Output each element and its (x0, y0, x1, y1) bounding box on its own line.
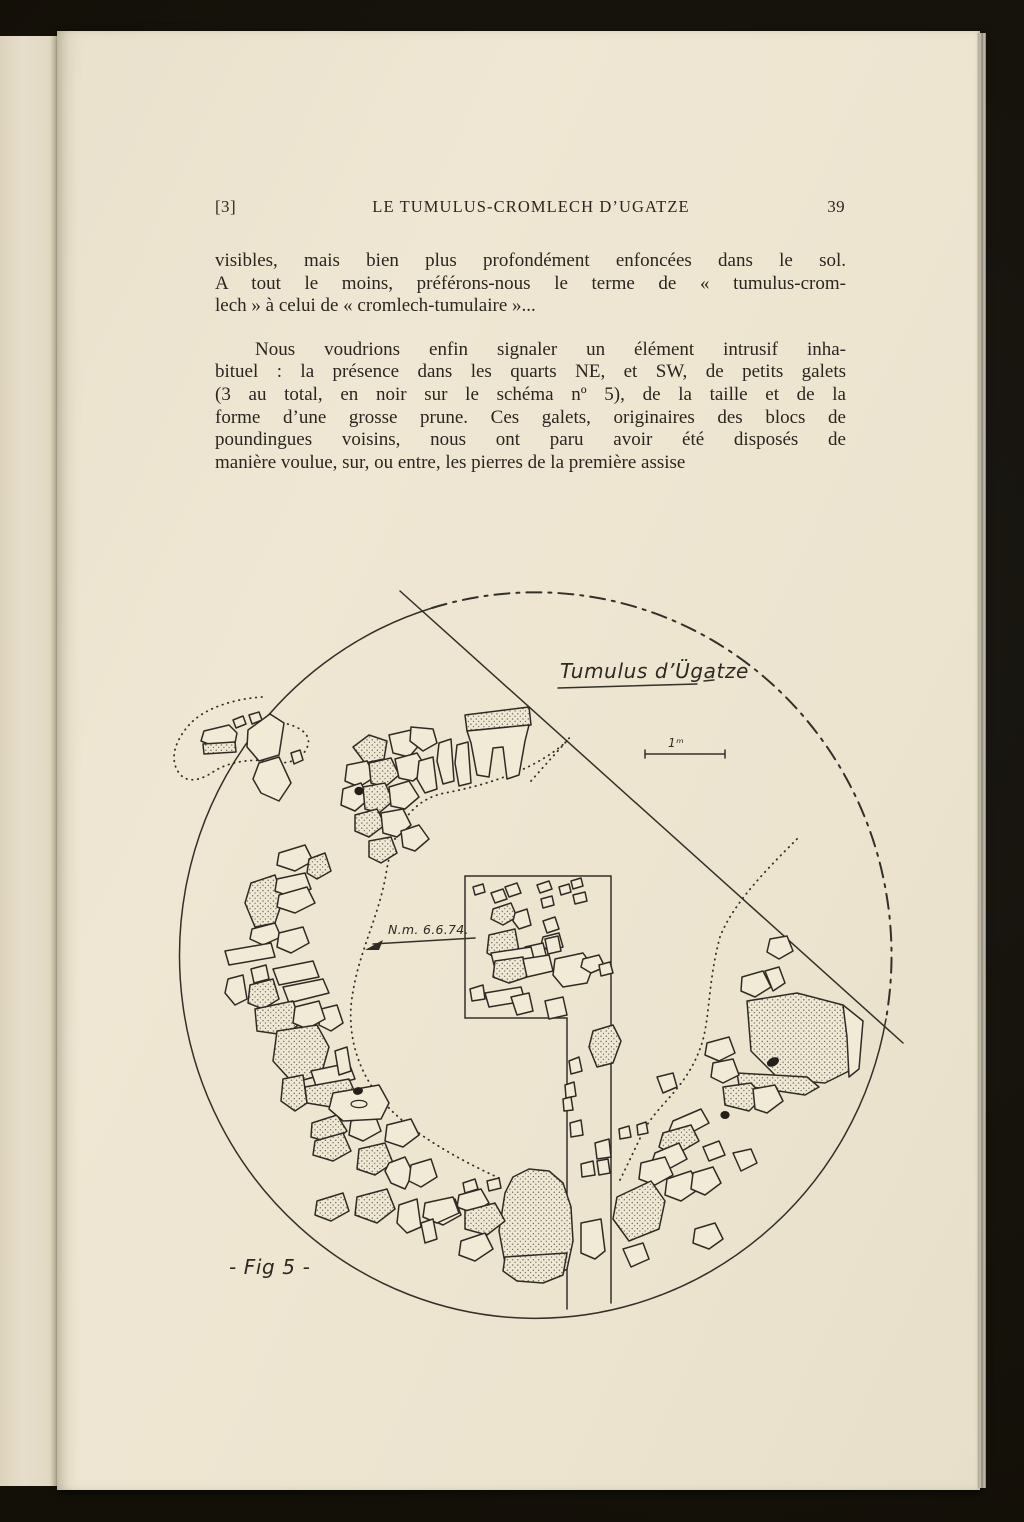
stone (401, 825, 429, 851)
paragraph (215, 250, 846, 318)
stone (277, 927, 309, 953)
text-line: visibles, mais bien plus profondément enfoncées dans le sol. (215, 250, 846, 271)
stone (493, 957, 527, 983)
stone (545, 936, 561, 954)
stone (409, 1159, 437, 1187)
stone (571, 878, 583, 889)
stone (537, 881, 552, 893)
stone (619, 1126, 631, 1139)
stone (253, 757, 291, 801)
stone (563, 1097, 573, 1111)
north-date-label: N.m. 6.6.74. (388, 922, 469, 937)
stone (541, 896, 554, 908)
stone (559, 884, 571, 895)
stone (581, 1219, 605, 1259)
body-text (215, 250, 846, 495)
stone (711, 1059, 739, 1083)
stone (455, 742, 471, 786)
text-line: bituel : la présence dans les quarts NE, et SW, de petits galets (215, 361, 846, 383)
stone (503, 1253, 567, 1283)
stone (523, 955, 553, 977)
figure-title-label: Tumulus d’Ügatze (560, 659, 749, 683)
stone (225, 943, 275, 965)
stone (545, 997, 567, 1019)
text-line: forme d’une grosse prune. Ces galets, originaires des blocs de (215, 406, 846, 428)
stone (565, 1082, 576, 1098)
stone (569, 1057, 582, 1074)
north-arrow-head (365, 940, 383, 950)
stone (225, 975, 247, 1005)
stone (473, 884, 485, 895)
inner-boundary-dotted (174, 697, 308, 780)
inner-boundary-dotted (531, 736, 571, 781)
book-page (57, 31, 980, 1490)
stone (467, 725, 529, 779)
stone (291, 750, 303, 764)
stone (573, 892, 587, 904)
stone (459, 1233, 493, 1261)
text-line: poundingues voisins, nous ont paru avoir été disposés de (215, 429, 846, 451)
stone (543, 917, 559, 933)
stone (385, 1119, 419, 1147)
stone (747, 993, 855, 1083)
stone (315, 1193, 349, 1221)
stone (767, 936, 793, 959)
running-header (215, 195, 847, 221)
section-marker: [3] (215, 197, 237, 216)
page-edge-stack (977, 33, 986, 1488)
stone (595, 1139, 611, 1159)
stone (623, 1243, 649, 1267)
stone (470, 985, 485, 1001)
stone (691, 1167, 721, 1195)
plan-line (373, 938, 475, 944)
black-pebble (720, 1111, 729, 1119)
stone (705, 1037, 735, 1061)
stone (703, 1141, 725, 1161)
stone (733, 1149, 757, 1171)
stone (637, 1122, 648, 1135)
stone (597, 1159, 610, 1175)
stone (203, 742, 236, 754)
stone (437, 739, 454, 784)
stone (570, 1120, 583, 1137)
stone (657, 1073, 677, 1093)
figure-5 (150, 543, 932, 1325)
facing-page-edge (0, 36, 58, 1486)
figure-drawing (174, 591, 903, 1318)
text-line: Nous voudrions enfin signaler un élément intrusif inha- (255, 338, 846, 360)
stone (369, 837, 397, 863)
stone (581, 1161, 595, 1177)
stone (355, 1189, 395, 1223)
stone (487, 1178, 501, 1191)
text-line: (3 au total, en noir sur le schéma nº 5), de la taille et de la (215, 383, 846, 405)
stone (613, 1181, 665, 1241)
scale-bar-label: 1ᵐ (668, 736, 685, 750)
stone (589, 1025, 621, 1067)
page-number: 39 (827, 197, 845, 216)
stone (511, 993, 533, 1015)
stone (389, 781, 419, 809)
stone-hollow (351, 1100, 367, 1107)
stone (353, 735, 387, 763)
plan-line (645, 750, 725, 758)
black-pebble (354, 787, 363, 795)
text-line: A tout le moins, préférons-nous le terme de « tumulus-crom- (215, 272, 846, 294)
stone (281, 1075, 307, 1111)
stone (513, 909, 531, 929)
stone (417, 757, 437, 793)
text-line: lech » à celui de « cromlech-tumulaire »... (215, 295, 536, 317)
stone (397, 1199, 421, 1233)
stone (505, 883, 521, 897)
stone (599, 962, 613, 976)
text-line: manière voulue, sur, ou entre, les pierres de la première assise (215, 451, 686, 473)
stone (693, 1223, 723, 1249)
paragraph (215, 339, 846, 475)
figure-number-label: - Fig 5 - (229, 1255, 311, 1279)
running-title: LE TUMULUS-CROMLECH D’UGATZE (372, 197, 690, 216)
stone (233, 716, 246, 728)
stone (491, 889, 507, 903)
